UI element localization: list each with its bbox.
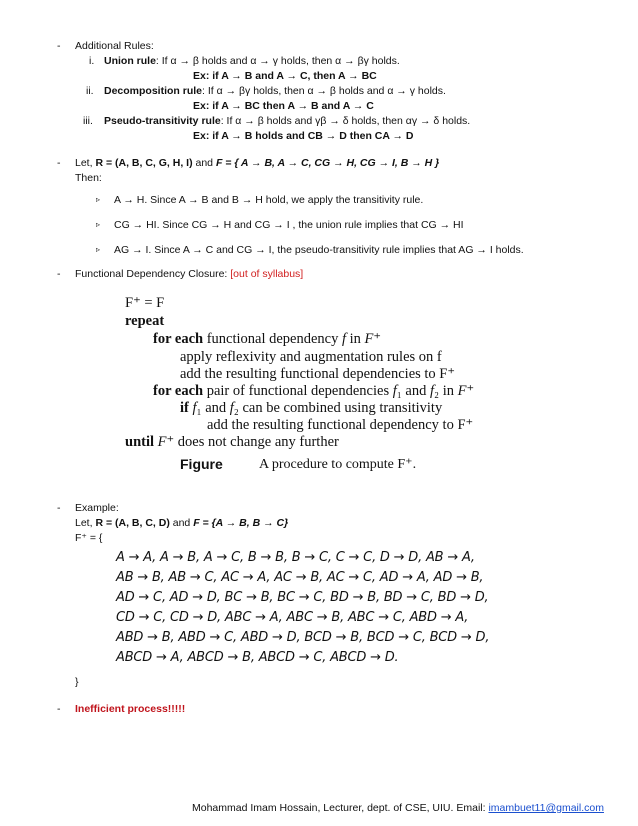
decomposition-rule-example: Ex: if A → BC then A → B and A → C [193,100,374,112]
example-relation: R = (A, B, C, D) [95,517,170,529]
example-let-prefix: Let, [75,517,96,529]
figure-label: Figure [180,456,223,472]
out-of-syllabus-note: [out of syllabus] [230,268,304,280]
closure-heading [75,268,303,280]
let-and: and [192,157,216,169]
closure-open: F⁺ = { [75,532,103,544]
closure-label: Functional Dependency Closure: [75,268,231,280]
closure-line: AB → B, AB → C, AC → A, AC → B, AC → C, AD → A, AD → B, [116,570,484,585]
footer-email-link[interactable]: imambuet11@gmail.com [488,802,604,814]
closure-line: AD → C, AD → D, BC → B, BC → C, BD → B, BD → C, BD → D, [116,590,489,605]
decomposition-rule-name: Decomposition rule [104,85,203,97]
figure-caption: A procedure to compute F⁺. [259,457,417,472]
union-rule-num: i. [89,55,95,67]
closure-line: ABCD → A, ABCD → B, ABCD → C, ABCD → D. [116,650,399,665]
bullet-dash: - [57,703,61,715]
decomposition-rule-text: : If α → βγ holds, then α → β holds and α → γ holds. [202,85,446,97]
let-relation: R = (A, B, C, G, H, I) [95,157,193,169]
bullet-dash: - [57,40,61,52]
bullet-dash: - [57,502,61,514]
algorithm-line: for each functional dependency f in F⁺ [153,331,382,347]
pseudo-rule-example: Ex: if A → B holds and CB → D then CA → D [193,130,414,142]
let-fds: F = { A → B, A → C, CG → H, CG → I, B → H } [215,157,440,169]
footer-text: Mohammad Imam Hossain, Lecturer, dept. of CSE, UIU. Email: [192,802,489,814]
example-fds: F = {A → B, B → C} [193,517,289,529]
algorithm-line: repeat [125,313,165,329]
union-rule-example: Ex: if A → B and A → C, then A → BC [193,70,377,82]
triangle-bullet-icon: ▹ [96,220,101,229]
closure-line: ABD → B, ABD → C, ABD → D, BCD → B, BCD → C, BCD → D, [116,630,490,645]
pseudo-rule-name: Pseudo-transitivity rule [104,115,221,127]
algorithm-line: F⁺ = F [125,295,165,311]
decomposition-rule-line [104,85,446,97]
closure-line: CD → C, CD → D, ABC → A, ABC → B, ABC → C, ABD → A, [116,610,469,625]
closure-line: A → A, A → B, A → C, B → B, B → C, C → C, D → D, AB → A, [116,550,475,565]
decomposition-rule-num: ii. [86,85,94,97]
triangle-bullet-icon: ▹ [96,195,101,204]
inefficient-note: Inefficient process!!!!! [75,703,186,715]
example-and: and [169,517,194,529]
bullet-dash: - [57,157,61,169]
closure-close: } [75,676,79,688]
union-rule-line [104,55,400,67]
algorithm-line: for each pair of functional dependencies f₁ and f₂ in F⁺ [153,383,475,399]
triangle-bullet-icon: ▹ [96,245,101,254]
derivation-bullet: A → H. Since A → B and B → H hold, we apply the transitivity rule. [114,194,424,206]
pseudo-rule-line [104,115,470,127]
algorithm-line: apply reflexivity and augmentation rules on f [180,349,442,365]
algorithm-line: if f₁ and f₂ can be combined using transitivity [180,400,443,416]
pseudo-rule-text: : If α → β holds and γβ → δ holds, then αγ → δ holds. [220,115,471,127]
derivation-bullet: CG → HI. Since CG → H and CG → I , the union rule implies that CG → HI [114,219,464,231]
pseudo-rule-num: iii. [83,115,93,127]
example-heading: Example: [75,502,119,514]
example-let-line [75,517,288,529]
page-footer [192,802,604,814]
algorithm-line: add the resulting functional dependency to F⁺ [207,417,474,433]
algorithm-line: add the resulting functional dependencies to F⁺ [180,366,456,382]
bullet-dash: - [57,268,61,280]
derivation-bullet: AG → I. Since A → C and CG → I, the pseudo-transitivity rule implies that AG → I holds. [114,244,524,256]
union-rule-text: : If α → β holds and α → γ holds, then α → βγ holds. [155,55,400,67]
union-rule-name: Union rule [104,55,156,67]
algorithm-line: until F⁺ does not change any further [125,434,339,450]
let-line [75,157,439,169]
let-prefix: Let, [75,157,96,169]
then-label: Then: [75,172,102,184]
rules-heading: Additional Rules: [75,40,154,52]
